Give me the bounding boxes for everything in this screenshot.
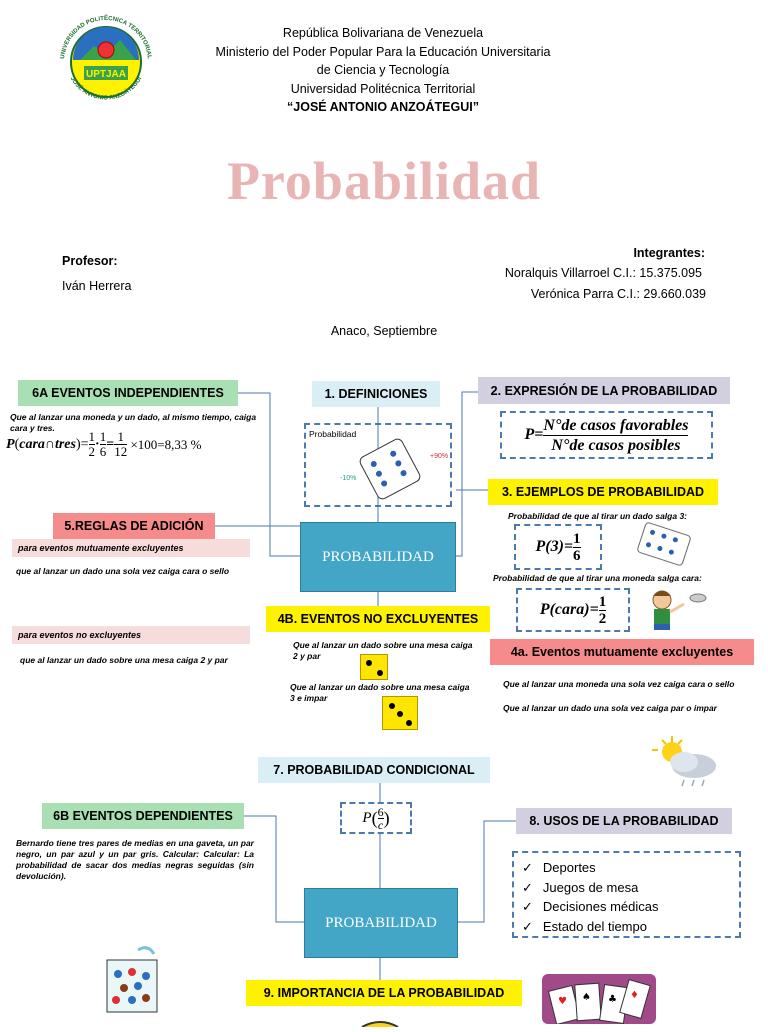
uses-list (522, 858, 739, 936)
header-line: Universidad Politécnica Territorial (290, 81, 476, 96)
die-three-icon (382, 696, 418, 730)
example-question-1: Probabilidad de que al tirar un dado salga 3: (508, 511, 688, 521)
die-two-icon (360, 654, 388, 680)
mutually-exclusive-label: 4a. Eventos mutuamente excluyentes (490, 639, 754, 665)
die-icon (358, 437, 423, 502)
institution-header (180, 24, 586, 117)
example-formula-1-num: 1 (573, 530, 581, 547)
dependent-events-label: 6B EVENTOS DEPENDIENTES (42, 803, 244, 829)
example-question-2: Probabilidad de que al tirar una moneda salga cara: (493, 573, 702, 583)
uses-item: ✓ Decisiones médicas (522, 897, 739, 917)
member-item: Verónica Parra C.I.: 29.660.039 (530, 287, 706, 301)
cup-icon (350, 1014, 420, 1024)
conditional-formula-p: P (362, 809, 372, 826)
balls-box-icon (104, 944, 162, 1016)
addition-rules-label: 5.REGLAS DE ADICIÓN (53, 513, 215, 539)
independent-events-formula: P ( cara ∩ tres )= $\frac{1}{2}$ · $\frac{1}{6}$ = $\frac{1}{12}$ ×100=8,33 % (6, 429, 202, 459)
members-label: Integrantes: (633, 246, 705, 260)
svg-text:UPTJAA: UPTJAA (85, 69, 127, 80)
professor-label: Profesor: (62, 254, 118, 268)
expression-label: 2. EXPRESIÓN DE LA PROBABILIDAD (478, 377, 730, 404)
definitions-plus: +90% (430, 453, 449, 460)
uses-label: 8. USOS DE LA PROBABILIDAD (516, 808, 732, 834)
independent-events-label: 6A EVENTOS INDEPENDIENTES (18, 380, 238, 406)
member-item: Noralquis Villarroel C.I.: 15.375.095 (504, 266, 702, 280)
svg-text:JOSÉ ANTONIO ANZOÁTEGUI: JOSÉ ANTONIO ANZOÁTEGUI (68, 76, 144, 102)
conditional-formula: P ( $\frac{6}{c}$ ) (340, 802, 412, 834)
svg-text:♦: ♦ (630, 990, 639, 1001)
mutually-exclusive-text-1: Que al lanzar una moneda una sola vez caiga cara o sello (503, 679, 735, 689)
example-formula-1 (514, 524, 602, 570)
definitions-label: 1. DEFINICIONES (312, 381, 440, 407)
professor-name: Iván Herrera (62, 279, 132, 293)
non-exclusive-label: 4B. EVENTOS NO EXCLUYENTES (266, 606, 490, 632)
definitions-image-title: Probabilidad (309, 429, 357, 439)
uses-list-box (512, 851, 741, 938)
dependent-events-text: Bernardo tiene tres pares de medias en una gaveta, un par negro, un par azul y un par gris. Calcular: Calcular: La probabilidad de sacar dos medias negras seguidas (sin devolución). (16, 838, 254, 881)
example-formula-2-left: P(cara)= (539, 601, 599, 618)
coin-toss-character-icon (640, 584, 710, 636)
central-node-2: PROBABILIDAD (304, 888, 458, 958)
svg-text:♥: ♥ (558, 996, 567, 1007)
mutually-exclusive-text-2: Que al lanzar un dado una sola vez caiga par o impar (503, 703, 717, 713)
svg-text:UNIVERSIDAD POLITÉCNICA TERRIT: UNIVERSIDAD POLITÉCNICA TERRITORIAL (60, 15, 152, 60)
addition-rule-bar-1: para eventos mutuamente excluyentes (12, 539, 250, 557)
uses-item: ✓ Deportes (522, 858, 739, 878)
addition-rule-text-2: que al lanzar un dado sobre una mesa caiga 2 y par (20, 655, 228, 665)
conditional-formula-num: 6 (377, 804, 384, 819)
expression-p: P= (524, 426, 544, 443)
conditional-label: 7. PROBABILIDAD CONDICIONAL (258, 757, 490, 783)
expression-denominator: N°de casos posibles (551, 436, 681, 454)
example-formula-2-den: 2 (598, 610, 607, 627)
playing-cards-icon (542, 974, 656, 1024)
example-formula-1-den: 6 (573, 547, 581, 564)
expression-numerator: N°de casos favorables (543, 416, 689, 434)
independent-events-text: Que al lanzar una moneda y un dado, al mismo tiempo, caiga cara y tres. (10, 412, 257, 433)
definitions-minus: -10% (340, 475, 357, 482)
importance-label: 9. IMPORTANCIA DE LA PROBABILIDAD (246, 980, 522, 1006)
page-title: Probabilidad (226, 151, 542, 211)
header-line: Ministerio del Poder Popular Para la Educación Universitaria (215, 44, 551, 59)
svg-text:♣: ♣ (608, 994, 617, 1005)
conditional-formula-den: c (377, 817, 384, 832)
example-formula-1-left: P(3)= (535, 538, 574, 555)
addition-rule-text-1: que al lanzar un dado una sola vez caiga cara o sello (16, 566, 230, 576)
non-exclusive-text-1: Que al lanzar un dado sobre una mesa caiga 2 y par (293, 640, 473, 661)
definitions-image-box (304, 423, 452, 507)
header-line: de Ciencia y Tecnología (316, 63, 450, 77)
uses-item: ✓ Estado del tiempo (522, 917, 739, 937)
example-formula-2-num: 1 (598, 593, 607, 610)
header-line: “JOSÉ ANTONIO ANZOÁTEGUI” (287, 100, 479, 114)
example-formula-2 (516, 588, 630, 632)
examples-label: 3. EJEMPLOS DE PROBABILIDAD (488, 479, 718, 505)
svg-text:♠: ♠ (582, 992, 591, 1003)
university-logo (50, 10, 162, 110)
place-date: Anaco, Septiembre (330, 324, 438, 338)
addition-rule-bar-2: para eventos no excluyentes (12, 626, 250, 644)
weather-icon (650, 734, 722, 790)
central-node: PROBABILIDAD (300, 522, 456, 592)
expression-formula-box (500, 411, 713, 459)
uses-item: ✓ Juegos de mesa (522, 878, 739, 898)
non-exclusive-text-2: Que al lanzar un dado sobre una mesa caiga 3 e impar (290, 682, 470, 703)
header-line: República Bolivariana de Venezuela (282, 26, 484, 40)
